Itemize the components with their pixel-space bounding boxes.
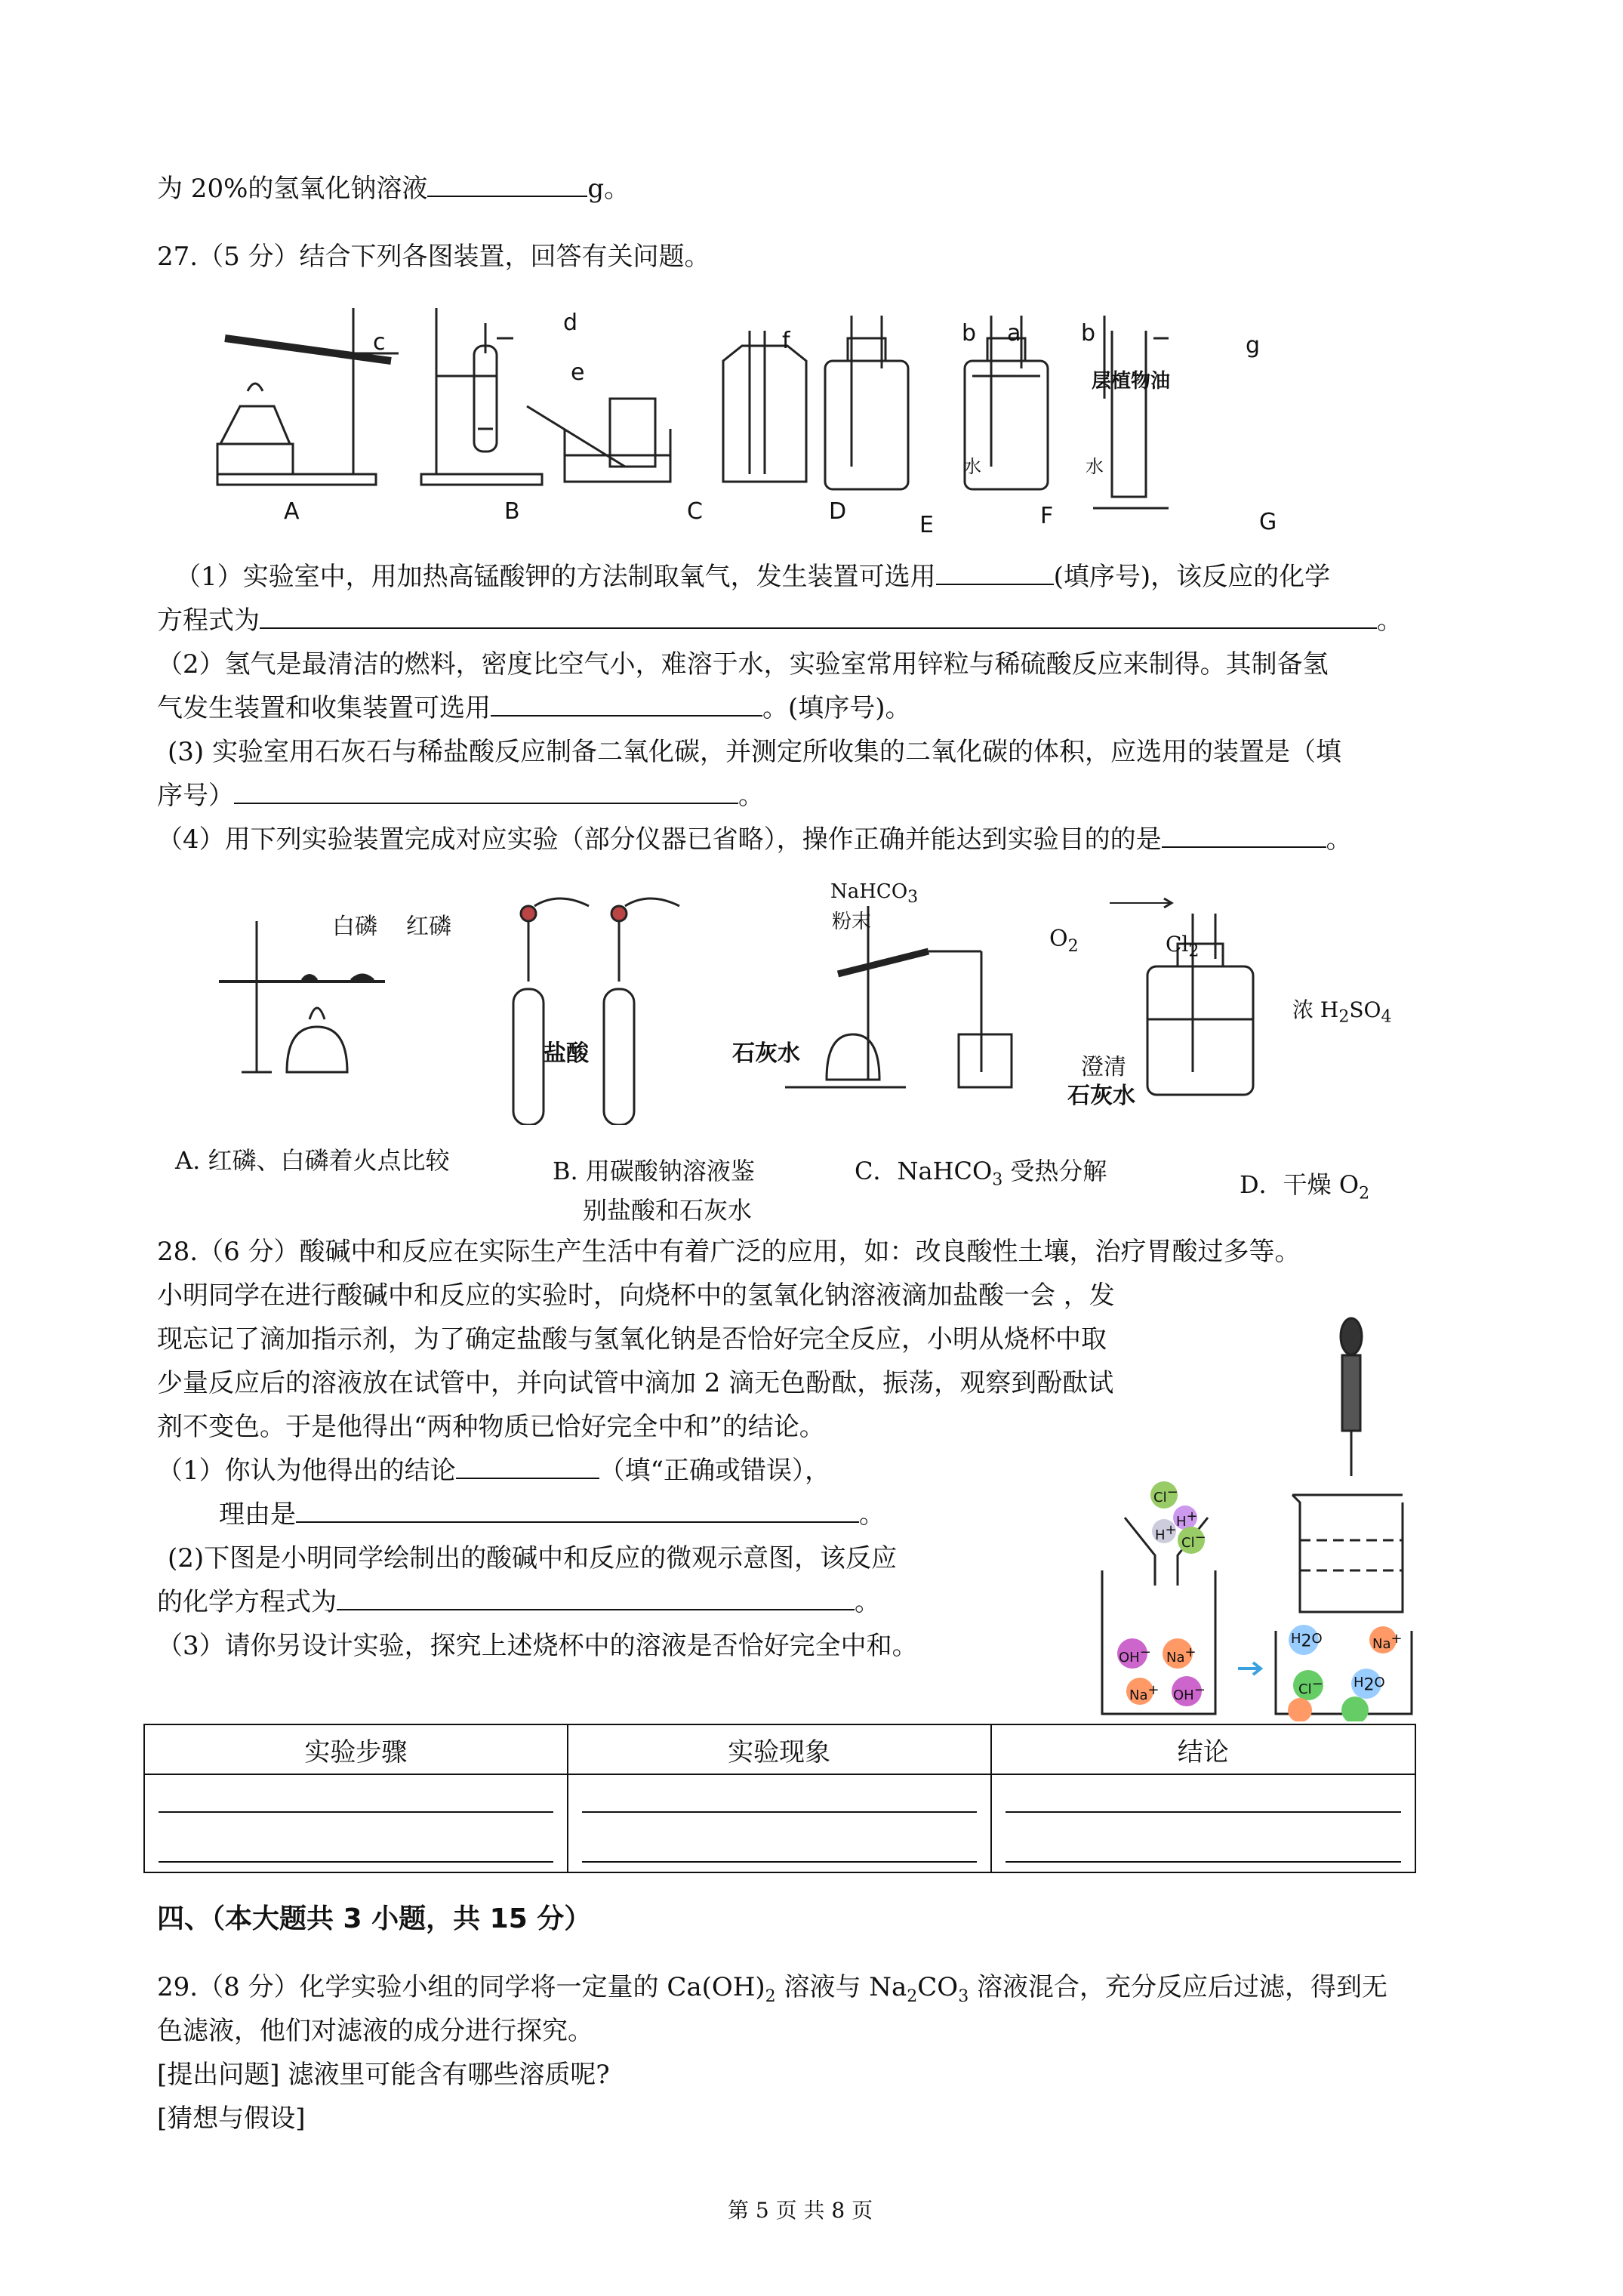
ion-na-2: Na+ [1129,1682,1160,1703]
q28-line7: (2)下图是小明同学绘制出的酸碱中和反应的微观示意图，该反应 [168,1543,898,1573]
molecule-h2o-2: $H_2O$ [1354,1675,1385,1695]
fig-letter-d: d [563,310,578,336]
table-header-steps: 实验步骤 [144,1724,568,1774]
q27-p1-line1: （1）实验室中，用加热高锰酸钾的方法制取氧气，发生装置可选用 (填序号)，该反应的化学 [175,562,1331,592]
label-hcl: 盐酸 [544,1040,589,1067]
q28-header: 28.（6 分）酸碱中和反应在实际生产生活中有着广泛的应用，如：改良酸性土壤，治疗胃酸过多等。 [157,1237,1301,1267]
answer-blank[interactable] [234,780,738,804]
experiment-a [219,921,385,1072]
fig-label-f: F [1040,503,1054,529]
apparatus-drawing [202,293,1289,542]
table-cell-steps[interactable] [144,1774,568,1872]
ion-oh-2: OH− [1173,1682,1206,1703]
q29-line2: 色滤液，他们对滤液的成分进行探究。 [157,2016,593,2046]
apparatus-figure [202,293,1289,542]
ion-cl-2: Cl− [1181,1530,1206,1551]
table-header-conclusion: 结论 [991,1724,1415,1774]
q27-p1-line2: 方程式为 。 [157,606,1403,636]
experiment-d [1110,898,1253,1095]
experiment-table [143,1724,1416,1873]
apparatus-a [217,308,399,485]
label-clear: 澄清 [1081,1054,1126,1080]
q29-line4: [猜想与假设] [157,2103,306,2134]
q28-line5: （1）你认为他得出的结论 （填“正确或错误）， [157,1456,831,1486]
experiment-figure [211,880,1495,1125]
answer-blank[interactable] [491,692,762,717]
q29-line3: [提出问题] 滤液里可能含有哪些溶质呢? [157,2060,610,2090]
answer-blank[interactable] [936,561,1054,585]
q27-p2-line2: 气发生装置和收集装置可选用 。(填序号)。 [157,693,911,723]
apparatus-g [1093,316,1169,508]
label-cl2: $Cl_2$ [1166,932,1200,961]
beaker [1292,1495,1403,1612]
ion-h-1: H+ [1176,1509,1198,1530]
q28-line6: 理由是 。 [219,1499,885,1530]
q28-line4: 剂不变色。于是他得出“两种物质已恰好完全中和”的结论。 [157,1412,825,1442]
fig-label-c: C [687,498,703,525]
q28-line9: （3）请你另设计实验，探究上述烧杯中的溶液是否恰好完全中和。 [157,1631,918,1661]
table-cell-conclusion[interactable] [991,1774,1415,1872]
label-powder: 粉末 [832,911,872,933]
caption-a: A. 红磷、白磷着火点比较 [175,1146,450,1175]
table-header-row [144,1724,1415,1774]
fig-label-a: A [284,498,300,525]
fig-letter-c: c [373,329,386,356]
q27-header: 27.（5 分）结合下列各图装置，回答有关问题。 [157,242,710,272]
ion-na-3: Na+ [1372,1631,1403,1652]
apparatus-b [421,308,542,485]
q29-line1: 29.（8 分）化学实验小组的同学将一定量的 $Ca(OH)_2$ 溶液与 $Na_2CO_3$ 溶液混合，充分反应后过滤，得到无 [157,1972,1387,2006]
apparatus-e [825,316,908,489]
apparatus-c [527,399,670,482]
table-header-phenomena: 实验现象 [568,1724,991,1774]
q28-line3: 少量反应后的溶液放在试管中，并向试管中滴加 2 滴无色酚酞，振荡，观察到酚酞试 [157,1368,1114,1398]
table-row [144,1774,1415,1872]
label-white-phosphorus: 白磷 [332,914,377,940]
answer-blank[interactable] [427,173,587,197]
water-label-f: 水 [1086,456,1104,477]
q28-line2: 现忘记了滴加指示剂，为了确定盐酸与氢氧化钠是否恰好完全反应，小明从烧杯中取 [157,1324,1107,1354]
fig-label-g: G [1259,509,1277,535]
label-o2: $O_2$ [1049,926,1079,956]
fig-letter-b-f: b [1081,320,1096,347]
q27-p2-line1: （2）氢气是最清洁的燃料，密度比空气小，难溶于水，实验室常用锌粒与稀硫酸反应来制得。其制备氢 [157,649,1329,680]
ion-cl-1: Cl− [1153,1484,1178,1505]
caption-b-line1: B. 用碳酸钠溶液鉴 [553,1157,755,1185]
caption-b-line2: 别盐酸和石灰水 [583,1196,753,1225]
oil-label: 层植物油 [1092,370,1171,393]
molecule-h2o-1: $H_2O$ [1291,1631,1323,1651]
fig-letter-f: f [782,328,790,354]
q27-p4-line: （4）用下列实验装置完成对应实验（部分仪器已省略），操作正确并能达到实验目的的是 。 [157,824,1352,855]
q27-p3-line1: (3) 实验室用石灰石与稀盐酸反应制备二氧化碳，并测定所收集的二氧化碳的体积，应选用的装置是（填 [168,737,1341,767]
caption-d: D．干燥 $O_2$ [1240,1170,1370,1203]
fig-label-d: D [829,498,847,525]
section-4-title: 四、（本大题共 3 小题，共 15 分） [157,1903,592,1934]
label-h2so4: 浓 $H_2SO_4$ [1292,997,1392,1027]
page-footer: 第 5 页 共 8 页 [728,2198,873,2223]
q26-tail-line: 为 20%的氢氧化钠溶液 g。 [157,174,630,204]
fig-letter-g: g [1246,332,1261,359]
experiment-b [513,898,679,1125]
q27-p3-line2: 序号） 。 [157,781,764,811]
answer-blank[interactable] [296,1499,859,1523]
label-nahco3: NaHCO$_3$ [830,880,919,908]
fig-letter-e: e [571,359,585,386]
label-red-phosphorus: 红磷 [406,914,451,940]
fig-letter-a: a [1007,320,1021,347]
ion-h-2: H+ [1155,1522,1177,1543]
ion-cl-3: Cl− [1298,1676,1323,1697]
answer-blank[interactable] [1162,824,1326,848]
fig-label-e: E [919,512,934,538]
experiment-c [785,906,1012,1087]
ion-na-1: Na+ [1166,1644,1196,1666]
reaction-arrow [1238,1663,1261,1675]
label-limewater-c: 石灰水 [1067,1083,1135,1109]
water-label-e: 水 [963,456,981,477]
answer-blank[interactable] [337,1586,855,1610]
label-limewater: 石灰水 [732,1040,800,1067]
caption-c: C．NaHCO$_3$ 受热分解 [855,1157,1107,1190]
fig-label-b: B [504,498,520,525]
dropper [1341,1318,1362,1476]
answer-blank[interactable] [260,605,1377,629]
table-cell-phenomena[interactable] [568,1774,991,1872]
answer-blank[interactable] [456,1455,599,1479]
fig-letter-b-e: b [962,320,977,347]
ion-oh-1: OH− [1119,1644,1151,1666]
neutralization-figure [1095,1314,1427,1721]
q28-line8: 的化学方程式为 。 [157,1587,880,1617]
apparatus-d [723,331,806,482]
q28-line1: 小明同学在进行酸碱中和反应的实验时，向烧杯中的氢氧化钠溶液滴加盐酸一会 ，发 [157,1281,1115,1311]
